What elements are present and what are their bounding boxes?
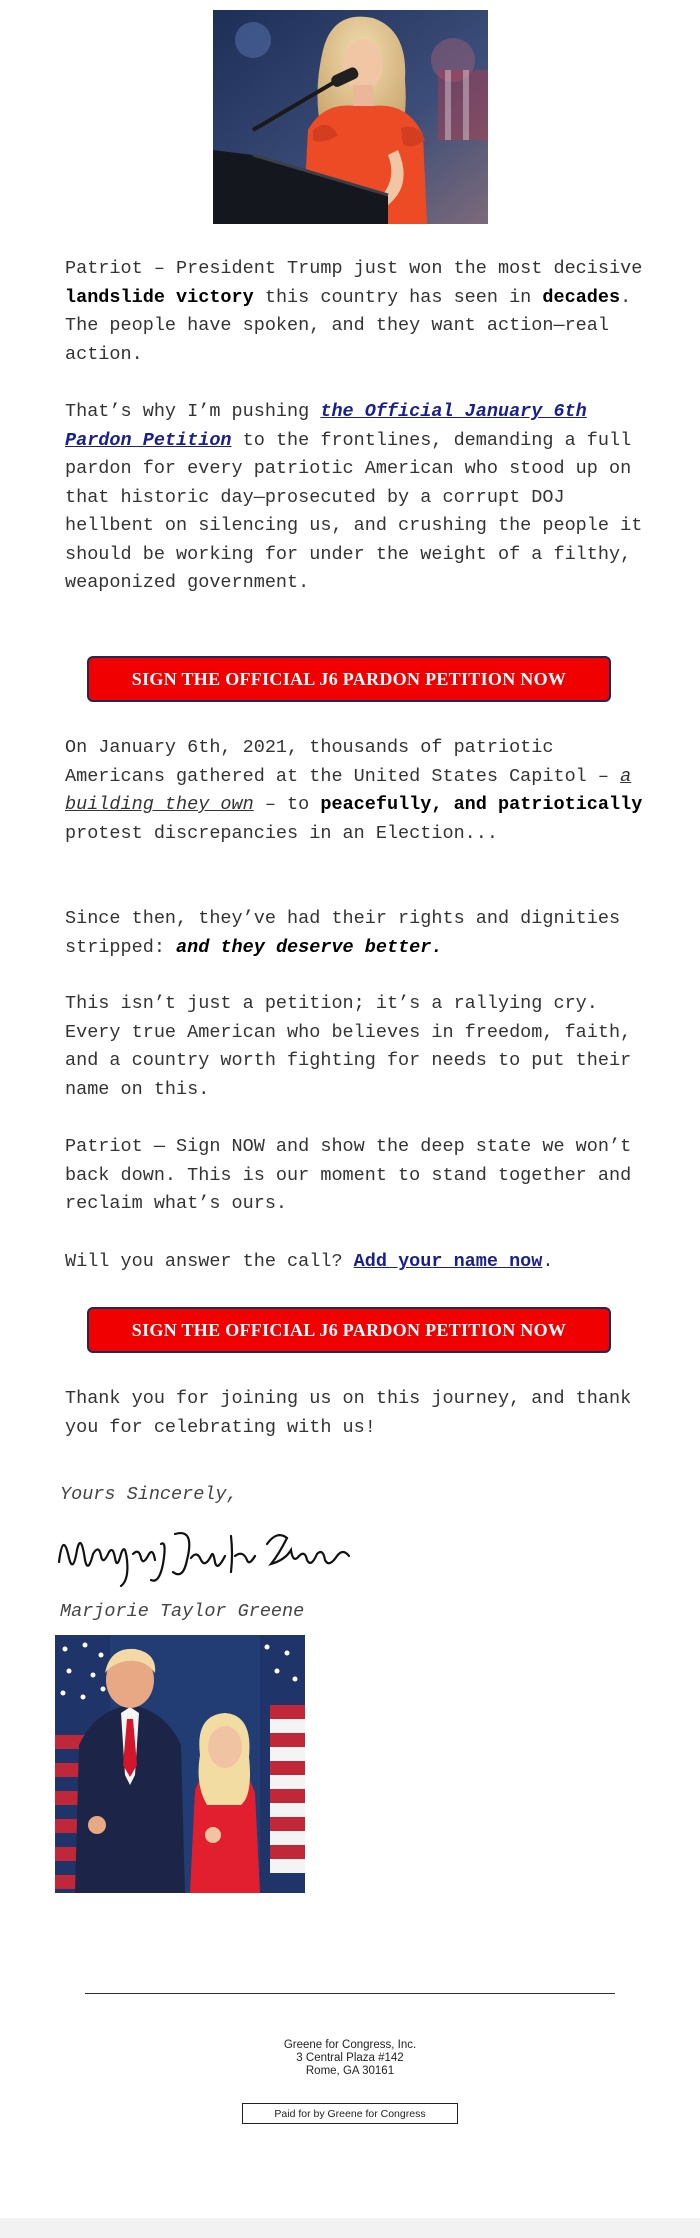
- answer-call-paragraph: [65, 1248, 645, 1277]
- january-6th-text: On January 6th, 2021, thousands of patriotic Americans gathered at the United States Capitol –: [65, 737, 621, 787]
- january-6th-text: – to: [253, 794, 321, 815]
- answer-call-text: Will you answer the call?: [65, 1251, 354, 1272]
- deserve-better-bold: and they deserve better.: [176, 936, 443, 958]
- petition-text: to the frontlines, demanding a full pardon for every patriotic American who stood up on that historic day—prosecuted by a corrupt DOJ hellbent on silencing us, and crushing the people it should be working for under the weight of a filthy, weaponized government.: [65, 429, 643, 593]
- page-bottom-band: [0, 2218, 700, 2238]
- sign-petition-button-label: SIGN THE OFFICIAL J6 PARDON PETITION NOW: [131, 1319, 567, 1340]
- january-6th-paragraph: [65, 734, 645, 848]
- intro-text: this country has seen in: [253, 286, 543, 308]
- hero-photo: [213, 10, 488, 224]
- intro-bold-landslide: landslide victory: [65, 286, 254, 308]
- rallying-cry-paragraph: This isn’t just a petition; it’s a rallying cry. Every true American who believes in freedom, faith, and a country worth fighting for needs to put their name on this.: [65, 993, 632, 1100]
- paid-for-text: Paid for by Greene for Congress: [274, 2107, 426, 2120]
- footer-divider: [85, 1993, 615, 1994]
- intro-text: . The people have spoken, and they want action—real action.: [65, 286, 632, 365]
- peacefully-bold: peacefully, and patriotically: [320, 794, 643, 815]
- add-your-name-link[interactable]: Add your name now: [353, 1251, 543, 1272]
- petition-link[interactable]: the Official January 6th Pardon Petition: [65, 401, 587, 451]
- rights-text: Since then, they’ve had their rights and dignities stripped:: [65, 908, 621, 958]
- january-6th-text: protest discrepancies in an Election...: [65, 822, 498, 844]
- rights-paragraph: [65, 905, 645, 962]
- handwritten-signature: [55, 1520, 355, 1590]
- campaign-photo-illustration: [55, 1635, 305, 1893]
- footer-city: Rome, GA 30161: [305, 2065, 395, 2077]
- paid-for-disclaimer: [242, 2103, 458, 2124]
- petition-paragraph: [65, 398, 645, 598]
- footer-org: Greene for Congress, Inc.: [283, 2039, 417, 2051]
- sign-now-paragraph: Patriot — Sign NOW and show the deep state we won’t back down. This is our moment to stand together and reclaim what’s ours.: [65, 1136, 632, 1214]
- footer-street: 3 Central Plaza #142: [296, 2052, 404, 2064]
- closing-salutation: Yours Sincerely,: [60, 1484, 238, 1505]
- answer-call-text: .: [542, 1251, 554, 1272]
- campaign-photo: [55, 1635, 305, 1893]
- sign-petition-button-top[interactable]: [87, 656, 611, 702]
- hero-photo-illustration: [213, 10, 488, 224]
- petition-text: That’s why I’m pushing: [65, 401, 321, 422]
- signature-graphic: [55, 1520, 355, 1590]
- footer-address: [0, 2039, 700, 2078]
- thank-you-paragraph: Thank you for joining us on this journey, and thank you for celebrating with us!: [65, 1388, 632, 1438]
- intro-paragraph: [65, 255, 645, 369]
- intro-text: Patriot – President Trump just won the most decisive: [65, 258, 643, 279]
- building-they-own-underline: a building they own: [65, 765, 632, 815]
- intro-bold-decades: decades: [542, 286, 621, 308]
- sign-petition-button-label: SIGN THE OFFICIAL J6 PARDON PETITION NOW: [131, 668, 567, 689]
- signer-name: Marjorie Taylor Greene: [60, 1601, 305, 1622]
- sign-petition-button-bottom[interactable]: [87, 1307, 611, 1353]
